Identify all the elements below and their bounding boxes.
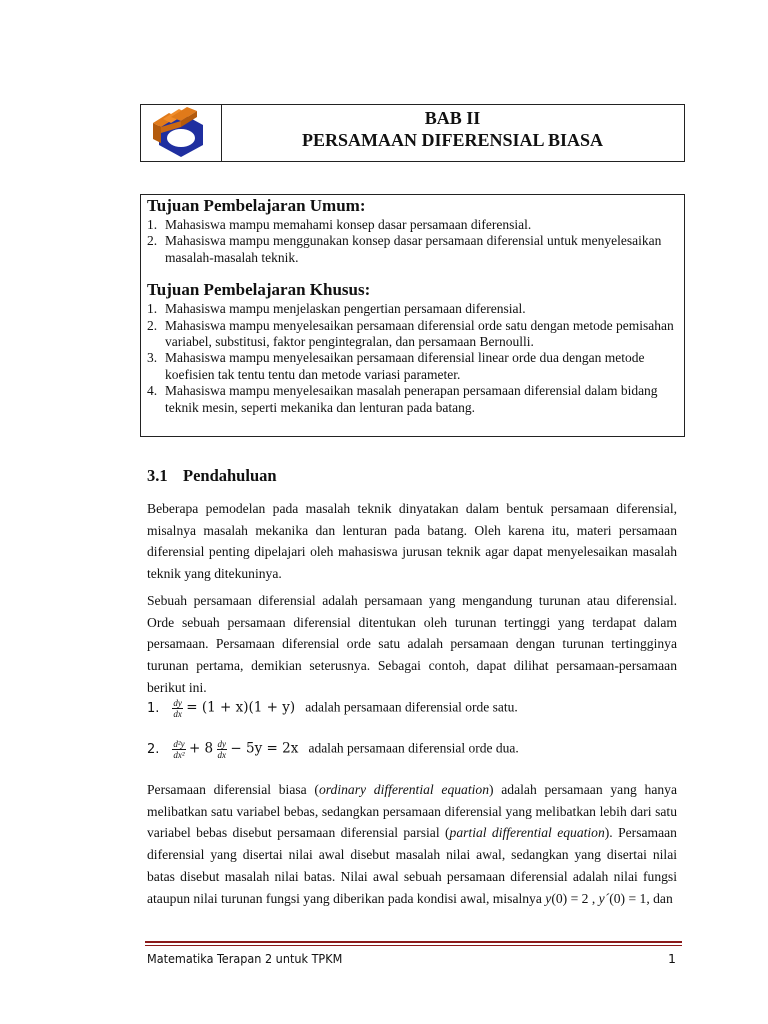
page-number: 1 [668, 951, 676, 966]
paragraph-ode-pde [147, 779, 677, 909]
term-ode: ordinary differential equation [318, 782, 489, 797]
list-item [147, 383, 678, 416]
fraction-numerator: d²y [173, 739, 185, 749]
equation-1 [147, 698, 518, 719]
fraction-numerator: dy [173, 698, 182, 708]
list-item-text: Mahasiswa mampu menyelesaikan persamaan diferensial linear orde dua dengan metode koefisien tak tentu tentu dan metode variasi parameter. [165, 350, 645, 382]
general-goals-heading: Tujuan Pembelajaran Umum: [147, 196, 366, 215]
text-span: ). Persamaan diferensial yang disertai nilai awal disebut masalah nilai awal, sedangkan yang disertai nilai batas disebut masalah nilai batas. Nilai awal sebuah persamaan diferensial adalah nilai fungsi ataupun nilai turunan fungsi yang diberikan pada kondisi awal, misalnya [147, 825, 677, 906]
section-number: 3.1 [147, 466, 168, 485]
text-span: Persamaan diferensial biasa ( [147, 782, 319, 797]
chapter-header-box [140, 104, 685, 162]
logo-cell [141, 105, 222, 161]
list-item-text: Mahasiswa mampu menyelesaikan persamaan diferensial orde satu dengan metode pemisahan variabel, substitusi, faktor pengintegralan, dan persamaan Bernoulli. [165, 317, 674, 350]
variable-y: y [545, 890, 552, 906]
equation-description: adalah persamaan diferensial orde satu. [305, 699, 518, 715]
paragraph-intro: Beberapa pemodelan pada masalah teknik dinyatakan dalam bentuk persamaan diferensial, misalnya masalah mekanika dan lenturan pada batang. Oleh karena itu, materi persamaan diferensial penting dipelajari oleh mahasiswa jurusan teknik agar dapat menyelesaikan masalah teknik yang ditekuninya. [147, 501, 677, 582]
text-span: (0) = 1, dan [609, 890, 673, 906]
fraction-denominator: dx [217, 750, 227, 760]
list-item-number: 2. [147, 233, 158, 249]
fraction-denominator: dx² [173, 750, 185, 760]
chapter-title-cell [221, 105, 684, 161]
section-heading [147, 466, 277, 486]
list-item-text: Mahasiswa mampu menjelaskan pengertian persamaan diferensial. [165, 301, 526, 317]
list-item [147, 318, 678, 351]
list-item [147, 350, 678, 383]
text-span: (0) = 2 , [551, 890, 599, 906]
term-pde: partial differential equation [449, 825, 605, 841]
paragraph-definition: Sebuah persamaan diferensial adalah persamaan yang mengandung turunan atau diferensial. Orde sebuah persamaan diferensial ditentukan oleh turunan tertinggi yang terdapat dalam persamaan. Persamaan diferensial orde satu adalah persamaan dengan turunan tertingginya turunan pertama, demikian seterusnya. Sebagai contoh, dapat dilihat persamaan-persamaan berikut ini. [147, 593, 677, 695]
list-item-number: 2. [147, 317, 158, 333]
list-item-text: Mahasiswa mampu memahami konsep dasar persamaan diferensial. [165, 217, 532, 232]
footer-book-title: Matematika Terapan 2 untuk TPKM [147, 951, 343, 966]
specific-goals-heading: Tujuan Pembelajaran Khusus: [147, 280, 371, 300]
list-item [147, 217, 678, 233]
derivative-fraction [172, 698, 183, 719]
footer-rule-thin [145, 945, 682, 946]
general-goals-list [147, 217, 678, 266]
chapter-number: BAB II [424, 108, 481, 128]
section-title: Pendahuluan [183, 466, 277, 485]
second-derivative-fraction [172, 739, 185, 760]
equation-2 [147, 739, 519, 760]
list-item-number: 1. [147, 217, 158, 232]
learning-goals-box [140, 194, 685, 437]
institution-logo-icon [141, 105, 221, 161]
list-item [147, 301, 678, 317]
list-item-number: 4. [147, 383, 158, 399]
fraction-denominator: dx [173, 709, 182, 719]
equation-number: 2. [147, 741, 160, 757]
footer-rule-thick [145, 941, 682, 943]
list-item-text: Mahasiswa mampu menyelesaikan masalah penerapan persamaan diferensial dalam bidang teknik mesin, seperti mekanika dan lenturan pada batang. [165, 383, 658, 415]
list-item-number: 1. [147, 301, 158, 317]
list-item [147, 233, 678, 266]
variable-y-prime: y´ [598, 890, 610, 906]
equation-rhs: − 5y = 2x [230, 740, 299, 757]
equation-number: 1. [147, 700, 160, 716]
list-item-text: Mahasiswa mampu menggunakan konsep dasar persamaan diferensial untuk menyelesaikan masalah-masalah teknik. [165, 233, 662, 265]
text-span: ) adalah persamaan yang hanya melibatkan satu variabel bebas, sedangkan persamaan diferensial yang melibatkan lebih dari satu variabel bebas disebut persamaan diferensial parsial ( [147, 782, 677, 841]
equation-coefficient: + 8 [188, 740, 214, 757]
chapter-title: PERSAMAAN DIFERENSIAL BIASA [301, 130, 604, 150]
derivative-fraction [217, 739, 228, 760]
list-item-number: 3. [147, 350, 158, 366]
equation-rhs: = (1 + x)(1 + y) [186, 699, 296, 716]
specific-goals-list [147, 301, 678, 416]
fraction-numerator: dy [217, 739, 227, 749]
equation-description: adalah persamaan diferensial orde dua. [308, 740, 519, 756]
